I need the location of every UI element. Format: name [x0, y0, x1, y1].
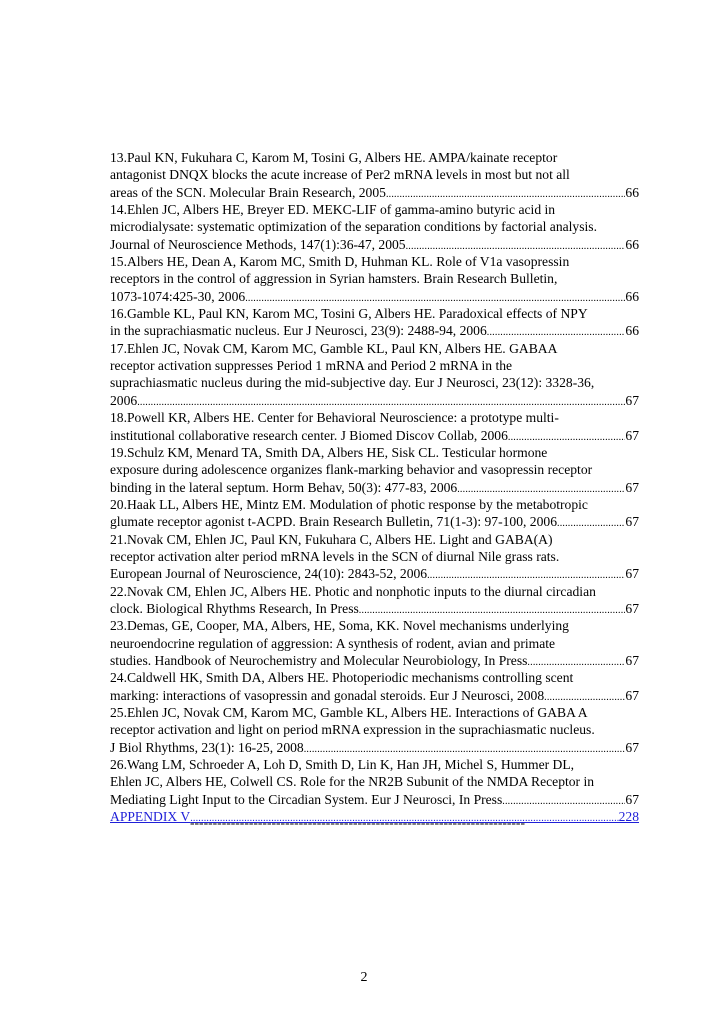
- toc-entry: [110, 201, 639, 253]
- entry-text-line: microdialysate: systematic optimization of the separation conditions by factorial analysis.: [110, 219, 597, 235]
- entry-text-line: 20.Haak LL, Albers HE, Mintz EM. Modulation of photic response by the metabotropic: [110, 496, 588, 512]
- toc-entry: [110, 669, 639, 704]
- entry-page-number: 66: [625, 288, 639, 304]
- entry-leader-line: [110, 513, 639, 530]
- dot-leader: [557, 513, 625, 532]
- entry-leader-line: [110, 288, 639, 305]
- entry-leader-line: [110, 322, 639, 339]
- toc-entry: [110, 583, 639, 618]
- entry-leader-line: [110, 600, 639, 617]
- entry-text-line: 19.Schulz KM, Menard TA, Smith DA, Albers HE, Sisk CL. Testicular hormone: [110, 444, 548, 460]
- entry-text-line: receptor activation suppresses Period 1 mRNA and Period 2 mRNA in the: [110, 358, 513, 374]
- entry-text-line: 14.Ehlen JC, Albers HE, Breyer ED. MEKC-LIF of gamma-amino butyric acid in: [110, 202, 556, 218]
- entry-page-number: 67: [625, 687, 639, 703]
- entry-leader-line: [110, 791, 639, 808]
- entry-page-number: 67: [625, 652, 639, 668]
- entry-text-line: 13.Paul KN, Fukuhara C, Karom M, Tosini G, Albers HE. AMPA/kainate receptor: [110, 150, 558, 165]
- toc-entry: [110, 409, 639, 444]
- entry-page-number: 67: [625, 566, 639, 582]
- entry-leader-line: [110, 687, 639, 704]
- toc-entry: [110, 704, 639, 756]
- entry-page-number: 67: [625, 479, 639, 495]
- entry-leader-line: [110, 652, 639, 669]
- entry-page-number: 67: [625, 514, 639, 530]
- entry-text-line: 16.Gamble KL, Paul KN, Karom MC, Tosini G, Albers HE. Paradoxical effects of NPY: [110, 306, 588, 322]
- entry-text-line: studies. Handbook of Neurochemistry and Molecular Neurobiology, In Press: [110, 652, 528, 668]
- entry-text-line: neuroendocrine regulation of aggression: A synthesis of rodent, avian and primate: [110, 635, 556, 651]
- toc-entry: [110, 531, 639, 583]
- entry-text-line: institutional collaborative research center. J Biomed Discov Collab, 2006: [110, 427, 508, 443]
- entry-text-line: 1073-1074:425-30, 2006: [110, 288, 246, 304]
- entry-text-line: clock. Biological Rhythms Research, In Press: [110, 600, 359, 616]
- dot-leader: [427, 565, 625, 584]
- entry-text-line: glumate receptor agonist t-ACPD. Brain Research Bulletin, 71(1-3): 97-100, 2006: [110, 514, 557, 530]
- entry-text-line: Ehlen JC, Albers HE, Colwell CS. Role for the NR2B Subunit of the NMDA Receptor in: [110, 774, 595, 790]
- dot-leader: [487, 322, 626, 341]
- toc-entry: [110, 444, 639, 496]
- appendix-label[interactable]: APPENDIX V: [110, 809, 191, 825]
- entry-text-line: 2006: [110, 392, 138, 408]
- entry-text-line: binding in the lateral septum. Horm Behav, 50(3): 477-83, 2006: [110, 479, 458, 495]
- toc-entry: [110, 149, 639, 201]
- appendix-page-number[interactable]: 228: [618, 809, 639, 825]
- entry-text-line: Journal of Neuroscience Methods, 147(1):36-47, 2005: [110, 236, 406, 252]
- dot-leader: [508, 427, 626, 446]
- divider-line: --------------------------------------------------------------------------: [190, 815, 525, 830]
- toc-entry: [110, 617, 639, 669]
- entry-leader-line: [110, 236, 639, 253]
- entry-leader-line: [110, 739, 639, 756]
- toc-entry: [110, 253, 639, 305]
- toc-entry: [110, 496, 639, 531]
- entry-text-line: 26.Wang LM, Schroeder A, Loh D, Smith D, Lin K, Han JH, Michel S, Hummer DL,: [110, 757, 575, 773]
- entry-text-line: 17.Ehlen JC, Novak CM, Karom MC, Gamble KL, Paul KN, Albers HE. GABAA: [110, 340, 558, 356]
- entry-text-line: receptor activation alter period mRNA levels in the SCN of diurnal Nile grass rats.: [110, 548, 560, 564]
- page-number: 2: [360, 970, 368, 985]
- toc-entry: [110, 305, 639, 340]
- entry-text-line: receptor activation and light on period mRNA expression in the suprachiasmatic nucleus.: [110, 722, 595, 738]
- entry-leader-line: [110, 479, 639, 496]
- entry-text-line: 15.Albers HE, Dean A, Karom MC, Smith D, Huhman KL. Role of V1a vasopressin: [110, 254, 570, 270]
- entry-page-number: 66: [625, 184, 639, 200]
- toc-list: [110, 149, 639, 825]
- entry-text-line: 21.Novak CM, Ehlen JC, Paul KN, Fukuhara C, Albers HE. Light and GABA(A): [110, 531, 553, 547]
- entry-leader-line: [110, 565, 639, 582]
- entry-text-line: suprachiasmatic nucleus during the mid-subjective day. Eur J Neurosci, 23(12): 3328-36,: [110, 375, 595, 391]
- entry-page-number: 67: [625, 427, 639, 443]
- entry-text-line: 25.Ehlen JC, Novak CM, Karom MC, Gamble KL, Albers HE. Interactions of GABA A: [110, 705, 588, 720]
- toc-entry: [110, 340, 639, 409]
- entry-leader-line: [110, 392, 639, 409]
- entry-text-line: marking: interactions of vasopressin and gonadal steroids. Eur J Neurosci, 2008: [110, 687, 545, 703]
- entry-text-line: European Journal of Neuroscience, 24(10): 2843-52, 2006: [110, 566, 428, 582]
- entry-text-line: Mediating Light Input to the Circadian System. Eur J Neurosci, In Press: [110, 791, 503, 807]
- entry-text-line: receptors in the control of aggression in Syrian hamsters. Brain Research Bulletin,: [110, 271, 558, 287]
- entry-page-number: 67: [625, 791, 639, 807]
- dot-leader: [457, 479, 625, 498]
- entry-text-line: J Biol Rhythms, 23(1): 16-25, 2008: [110, 739, 304, 755]
- entry-text-line: 24.Caldwell HK, Smith DA, Albers HE. Photoperiodic mechanisms controlling scent: [110, 670, 574, 686]
- toc-entry: [110, 756, 639, 808]
- entry-text-line: 22.Novak CM, Ehlen JC, Albers HE. Photic and nonphotic inputs to the diurnal circadian: [110, 583, 596, 599]
- entry-text-line: 18.Powell KR, Albers HE. Center for Behavioral Neuroscience: a prototype multi-: [110, 410, 559, 426]
- entry-page-number: 67: [625, 739, 639, 755]
- entry-text-line: exposure during adolescence organizes flank-marking behavior and vasopressin receptor: [110, 462, 593, 478]
- entry-page-number: 66: [625, 323, 639, 339]
- entry-leader-line: [110, 427, 639, 444]
- entry-leader-line: [110, 184, 639, 201]
- entry-page-number: 67: [625, 600, 639, 616]
- entry-text-line: areas of the SCN. Molecular Brain Research, 2005: [110, 184, 386, 200]
- entry-page-number: 67: [625, 392, 639, 408]
- entry-text-line: in the suprachiasmatic nucleus. Eur J Neurosci, 23(9): 2488-94, 2006: [110, 323, 487, 339]
- entry-text-line: antagonist DNQX blocks the acute increase of Per2 mRNA levels in most but not all: [110, 167, 570, 183]
- entry-page-number: 66: [625, 236, 639, 252]
- entry-text-line: 23.Demas, GE, Cooper, MA, Albers, HE, Soma, KK. Novel mechanisms underlying: [110, 618, 569, 634]
